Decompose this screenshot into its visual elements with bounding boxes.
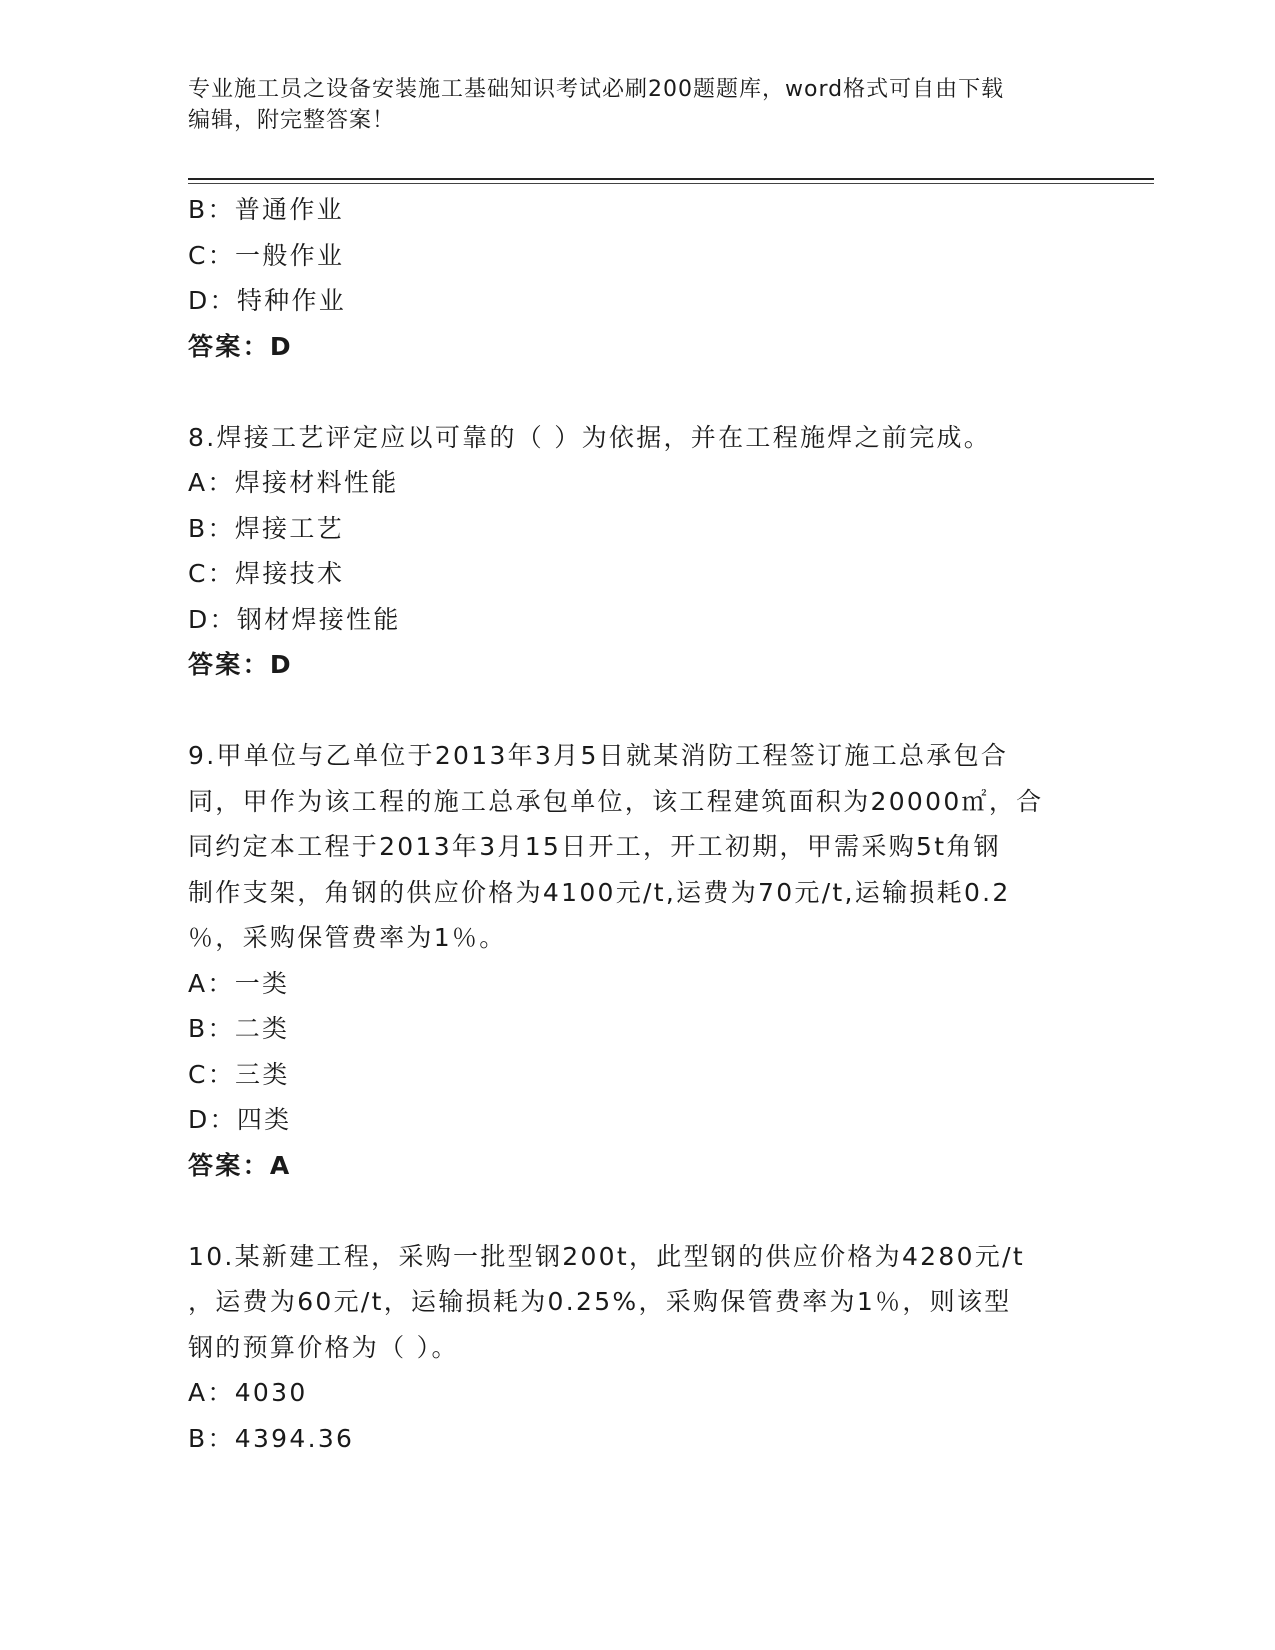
spacer (188, 1188, 1088, 1234)
question-stem-line: ％，采购保管费率为1％。 (188, 923, 507, 952)
question-9 (188, 733, 1088, 1188)
question-7-continuation (188, 187, 1088, 369)
option-d: D：特种作业 (188, 286, 347, 315)
spacer (188, 688, 1088, 734)
question-stem-line: 制作支架，角钢的供应价格为4100元/t,运费为70元/t,运输损耗0.2 (188, 877, 1011, 907)
answer-label: 答案：D (188, 650, 293, 679)
option-b: B：普通作业 (188, 195, 344, 224)
option-d: D：钢材焊接性能 (188, 604, 401, 634)
header-divider-thick (188, 178, 1154, 180)
option-d: D：四类 (188, 1105, 292, 1134)
question-stem: 8.焊接工艺评定应以可靠的（ ）为依据，并在工程施焊之前完成。 (188, 422, 992, 452)
answer-label: 答案：A (188, 1150, 292, 1180)
question-stem-line: ，运费为60元/t，运输损耗为0.25%，采购保管费率为1％，则该型 (188, 1287, 1012, 1316)
option-b: B：4394.36 (188, 1423, 355, 1453)
question-stem-line: 同约定本工程于2013年3月15日开工，开工初期，甲需采购5t角钢 (188, 832, 1001, 861)
answer-label: 答案：D (188, 331, 293, 361)
question-stem-line: 10.某新建工程，采购一批型钢200t，此型钢的供应价格为4280元/t (188, 1241, 1025, 1271)
option-c: C：焊接技术 (188, 559, 345, 588)
option-a: A：一类 (188, 968, 290, 998)
document-header (188, 74, 1088, 136)
spacer (188, 369, 1088, 415)
question-stem-line: 同，甲作为该工程的施工总承包单位，该工程建筑面积为20000㎡，合 (188, 786, 1044, 816)
option-a: A：4030 (188, 1378, 308, 1407)
option-b: B：焊接工艺 (188, 513, 344, 543)
header-divider-thin (188, 183, 1154, 184)
question-10 (188, 1234, 1088, 1462)
option-b: B：二类 (188, 1014, 290, 1043)
question-stem-line: 钢的预算价格为（ ）。 (188, 1332, 459, 1362)
question-stem-line: 9.甲单位与乙单位于2013年3月5日就某消防工程签订施工总承包合 (188, 741, 1009, 770)
question-list (188, 187, 1088, 1461)
option-c: C：三类 (188, 1059, 290, 1089)
option-c: C：一般作业 (188, 240, 345, 270)
header-line-2: 编辑，附完整答案！ (188, 108, 396, 133)
option-a: A：焊接材料性能 (188, 468, 399, 497)
header-line-1: 专业施工员之设备安装施工基础知识考试必刷200题题库，word格式可自由下载 (188, 77, 1005, 102)
question-8 (188, 415, 1088, 688)
